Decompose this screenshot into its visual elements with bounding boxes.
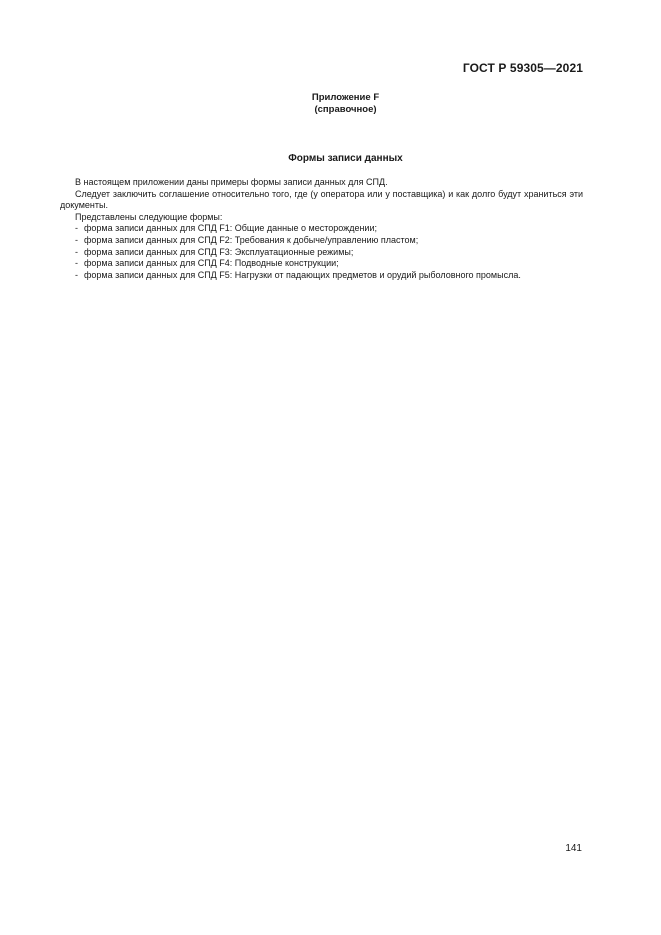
list-marker: - <box>75 258 78 269</box>
appendix-subtitle: (справочное) <box>314 104 377 115</box>
list-item-text: форма записи данных для СПД F5: Нагрузки от падающих предметов и орудий рыболовного промысла. <box>84 269 521 280</box>
paragraph-intro: В настоящем приложении даны примеры формы записи данных для СПД. <box>75 177 388 187</box>
list-item <box>60 235 583 247</box>
paragraph-agreement: Следует заключить соглашение относительно того, где (у оператора или у поставщика) и как долго будут храниться эти документы. <box>60 188 583 211</box>
page-number: 141 <box>565 843 582 854</box>
document-code-header: ГОСТ Р 59305—2021 <box>462 61 583 75</box>
list-item-text: форма записи данных для СПД F2: Требования к добыче/управлению пластом; <box>84 234 419 245</box>
appendix-title: Приложение F <box>311 92 380 103</box>
list-item <box>60 223 583 235</box>
list-item-text: форма записи данных для СПД F3: Эксплуатационные режимы; <box>84 246 354 257</box>
paragraph-forms-intro: Представлены следующие формы: <box>75 211 223 222</box>
list-item <box>60 258 583 270</box>
body-text <box>60 177 583 281</box>
appendix-heading <box>0 92 661 116</box>
list-item-text: форма записи данных для СПД F4: Подводные конструкции; <box>84 258 339 269</box>
forms-list <box>60 223 583 281</box>
section-title-text: Формы записи данных <box>288 153 403 164</box>
list-marker: - <box>75 269 78 280</box>
list-marker: - <box>75 246 78 257</box>
list-marker: - <box>75 234 78 245</box>
list-item-text: форма записи данных для СПД F1: Общие данные о месторождении; <box>84 223 377 234</box>
list-marker: - <box>75 223 78 234</box>
list-item <box>60 270 583 282</box>
list-item <box>60 247 583 259</box>
section-title <box>0 153 661 164</box>
